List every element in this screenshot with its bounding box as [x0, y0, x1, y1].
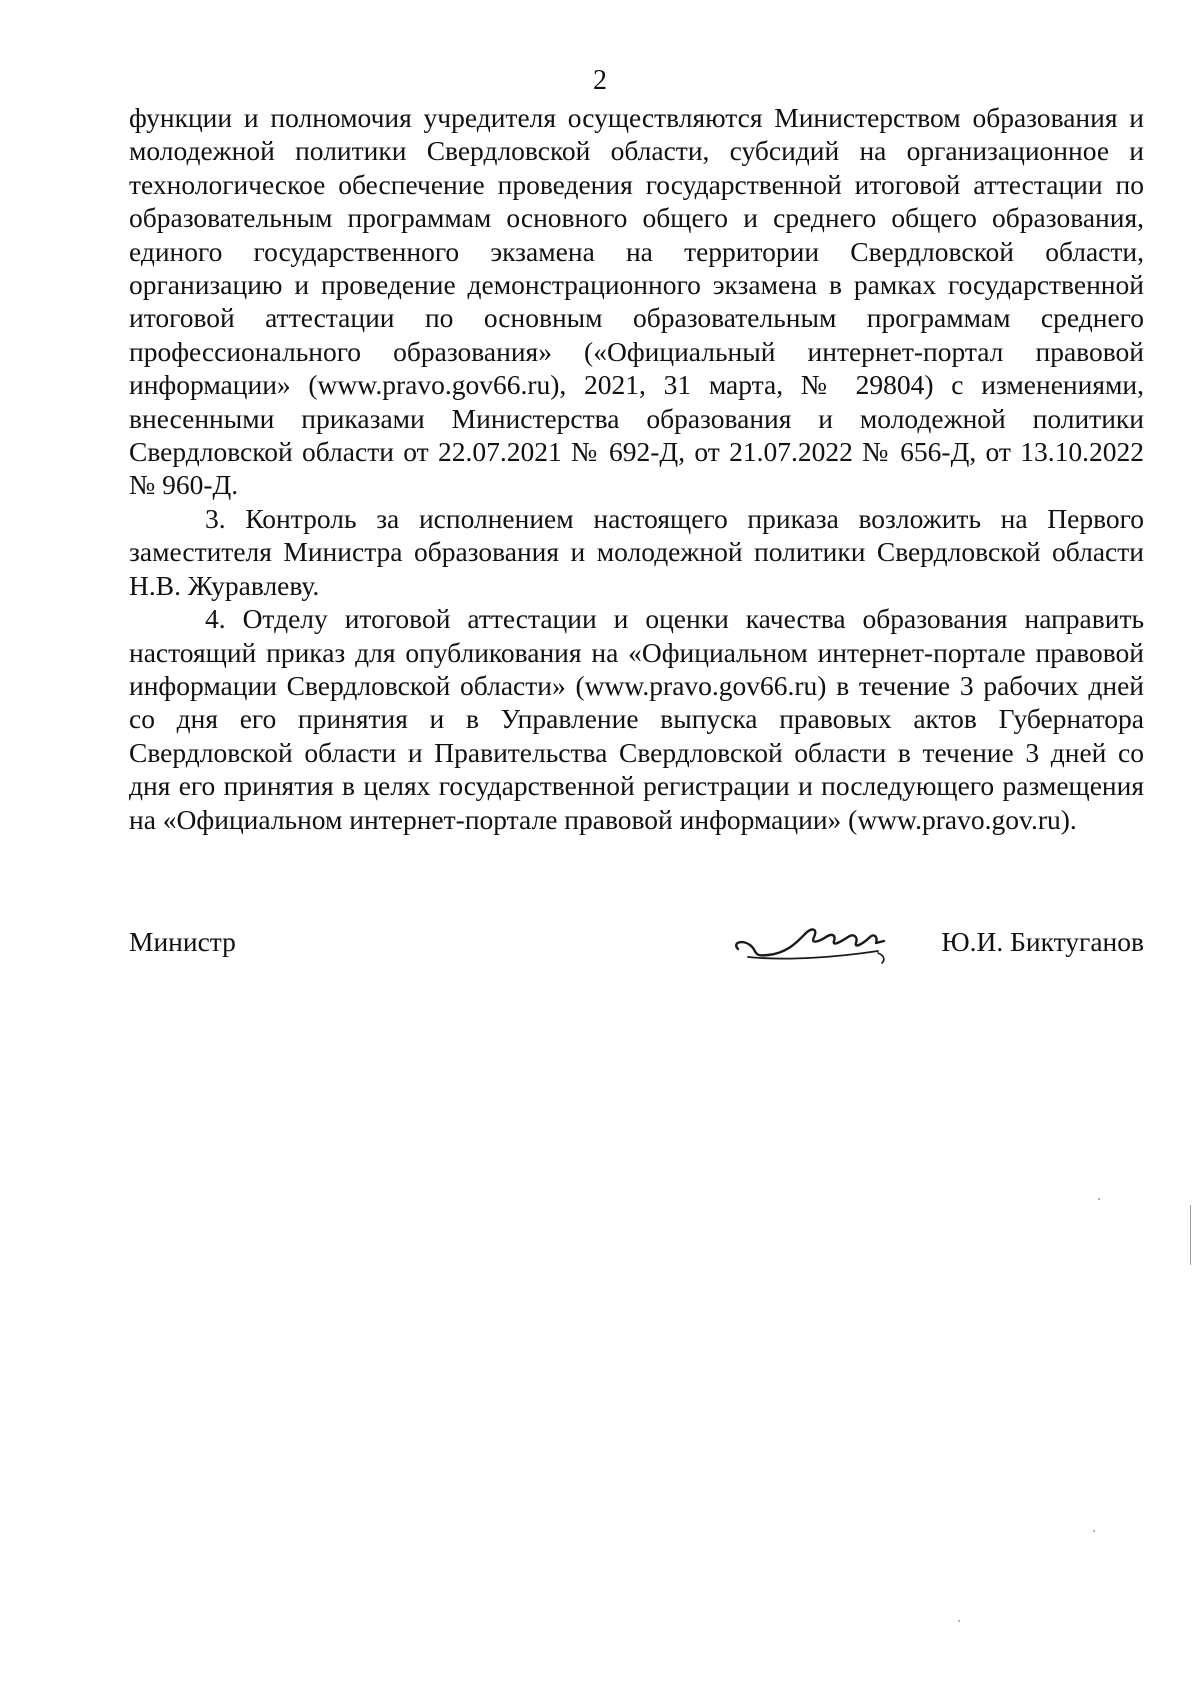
- document-body: [129, 101, 1144, 836]
- signatory-name: Ю.И. Биктуганов: [941, 926, 1144, 957]
- scan-edge-line: [1190, 1205, 1191, 1265]
- handwritten-signature: [728, 911, 908, 971]
- scan-speck: [1093, 1530, 1095, 1532]
- scan-speck: [958, 1620, 960, 1622]
- paragraph-4-publication: 4. Отделу итоговой аттестации и оценки качества образования направить настоящий приказ для опубликования на «Официальном интернет-портале правовой информации Свердловской области» (www.pravo.gov66.ru) в течение 3 рабочих дней со дня его принятия и в Управление выпуска правовых актов Губернатора Свердловской области и Правительства Свердловской области в течение 3 дней со дня его принятия в целях государственной регистрации и последующего размещения на «Официальном интернет-портале правовой информации» (www.pravo.gov.ru).: [129, 603, 1144, 835]
- page-number: 2: [593, 65, 607, 96]
- paragraph-3-control: 3. Контроль за исполнением настоящего приказа возложить на Первого заместителя Министра образования и молодежной политики Свердловской области Н.В. Журавлеву.: [129, 502, 1144, 601]
- signatory-title: Министр: [129, 926, 236, 957]
- paragraph-2-continuation: функции и полномочия учредителя осуществляются Министерством образования и молодежной политики Свердловской области, субсидий на организационное и технологическое обеспечение проведения государственной итоговой аттестации по образовательным программам основного общего и среднего общего образования, единого государственного экзамена на территории Свердловской области, организацию и проведение демонстрационного экзамена в рамках государственной итоговой аттестации по основным образовательным программам среднего профессионального образования» («Официальный интернет-портал правовой информации» (www.pravo.gov66.ru), 2021, 31 марта, № 29804) с изменениями, внесенными приказами Министерства образования и молодежной политики Свердловской области от 22.07.2021 № 692-Д, от 21.07.2022 № 656-Д, от 13.10.2022 № 960-Д.: [129, 102, 1144, 501]
- scan-speck: [1098, 1198, 1100, 1200]
- signature-block: [129, 925, 1144, 985]
